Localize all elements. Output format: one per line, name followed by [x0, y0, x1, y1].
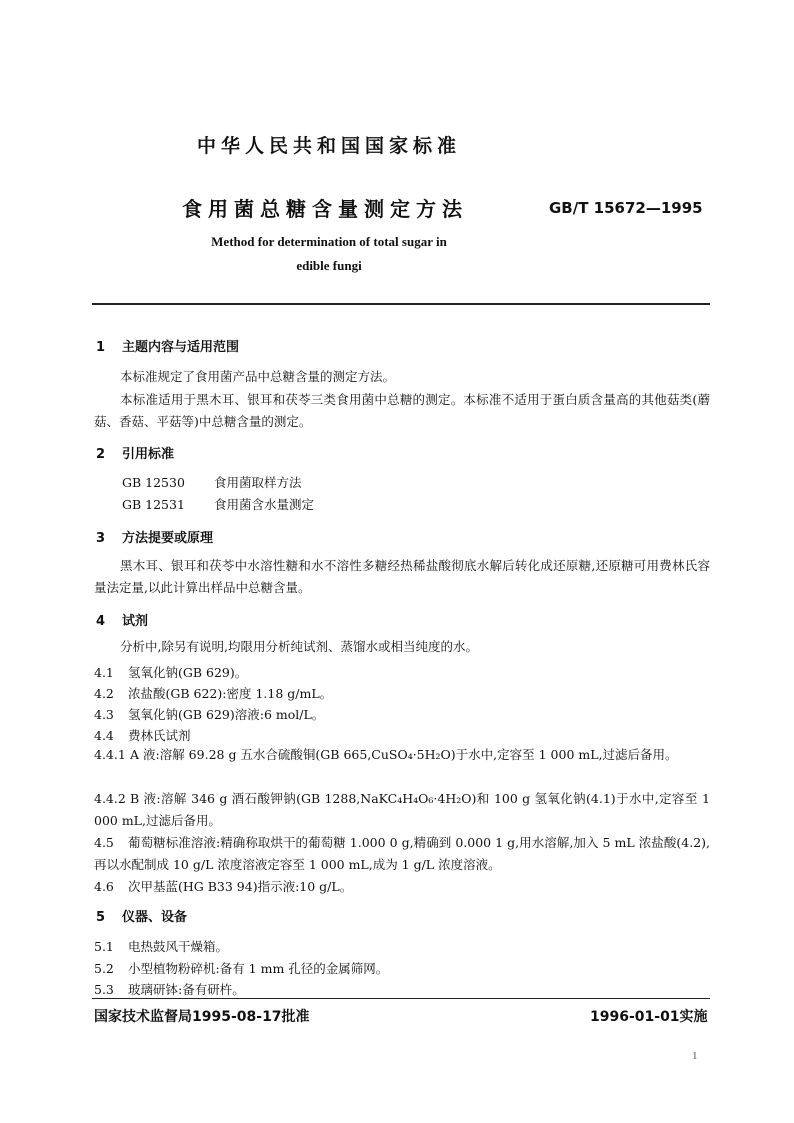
effective-date: 1996-01-01实施 — [590, 1009, 708, 1025]
item-text: B 液:溶解 346 g 酒石酸钾钠(GB 1288,NaKC₄H₄O₆·4H₂O)和 100 g 氢氧化钠(4.1)于水中,定容至 1 000 mL,过滤后备用。 — [94, 791, 710, 828]
section-2-heading — [96, 443, 174, 462]
item-number: 5.3 — [94, 982, 114, 997]
document-title: 食用菌总糖含量测定方法 — [182, 197, 468, 221]
reference-code: GB 12531 — [122, 497, 185, 512]
item-number: 4.6 — [94, 879, 114, 894]
reagent-item — [94, 832, 710, 876]
section-title: 方法提要或原理 — [122, 531, 214, 546]
reference-name: 食用菌取样方法 — [214, 475, 302, 490]
equipment-item — [94, 980, 245, 998]
reference-item — [122, 495, 314, 513]
item-number: 4.4 — [94, 728, 114, 743]
english-title-line1: Method for determination of total sugar in — [211, 234, 447, 249]
section-number: 5 — [96, 910, 106, 925]
section-1-paragraph-2: 本标准适用于黑木耳、银耳和茯苓三类食用菌中总糖的测定。本标准不适用于蛋白质含量高的其他菇类(蘑菇、香菇、平菇等)中总糖含量的测定。 — [94, 392, 710, 429]
item-number: 5.2 — [94, 961, 114, 976]
item-number: 4.3 — [94, 707, 114, 722]
standard-heading: 中华人民共和国国家标准 — [196, 135, 461, 157]
item-number: 4.5 — [94, 835, 114, 850]
section-title: 试剂 — [122, 614, 149, 629]
reagent-item — [94, 877, 352, 895]
item-text: 小型植物粉碎机:备有 1 mm 孔径的金属筛网。 — [128, 961, 389, 976]
equipment-item — [94, 937, 228, 955]
item-text: 浓盐酸(GB 622):密度 1.18 g/mL。 — [128, 686, 333, 701]
item-number: 4.4.2 — [94, 791, 126, 806]
section-number: 3 — [96, 531, 106, 546]
section-5-heading — [96, 906, 187, 925]
reference-item — [122, 473, 302, 491]
section-1-paragraph-1: 本标准规定了食用菌产品中总糖含量的测定方法。 — [120, 369, 396, 384]
item-text: 葡萄糖标准溶液:精确称取烘干的葡萄糖 1.000 0 g,精确到 0.000 1 g,用水溶解,加入 5 mL 浓盐酸(4.2),再以水配制成 10 g/L 浓度溶液定容至 1 000 mL,成为 1 g/L 浓度溶液。 — [94, 835, 710, 872]
item-number: 4.4.1 — [94, 747, 126, 762]
section-number: 4 — [96, 614, 106, 629]
page-number: 1 — [692, 1050, 698, 1062]
reagent-item — [94, 705, 324, 723]
approval-line: 国家技术监督局1995-08-17批准 — [94, 1009, 310, 1025]
section-title: 引用标准 — [122, 447, 175, 462]
equipment-item — [94, 959, 388, 977]
english-title-line2: edible fungi — [296, 258, 362, 273]
section-1-heading — [96, 336, 239, 355]
item-text: 玻璃研钵:备有研杵。 — [128, 982, 245, 997]
reagent-item — [94, 744, 710, 766]
item-text: A 液:溶解 69.28 g 五水合硫酸铜(GB 665,CuSO₄·5H₂O)于水中,定容至 1 000 mL,过滤后备用。 — [130, 747, 678, 762]
item-number: 4.1 — [94, 665, 114, 680]
section-3-heading — [96, 527, 213, 546]
reagent-item — [94, 663, 247, 681]
item-number: 5.1 — [94, 939, 114, 954]
reagent-item — [94, 788, 710, 832]
section-number: 2 — [96, 447, 106, 462]
item-text: 次甲基蓝(HG B33 94)指示液:10 g/L。 — [128, 879, 353, 894]
reference-name: 食用菌含水量测定 — [214, 497, 315, 512]
item-text: 费林氏试剂 — [128, 728, 191, 743]
item-number: 4.2 — [94, 686, 114, 701]
header-divider — [92, 303, 710, 305]
section-title: 仪器、设备 — [122, 910, 188, 925]
section-title: 主题内容与适用范围 — [122, 340, 240, 355]
reagent-item — [94, 684, 332, 702]
section-3-paragraph: 黑木耳、银耳和茯苓中水溶性糖和水不溶性多糖经热稀盐酸彻底水解后转化成还原糖,还原糖可用费林氏容量法定量,以此计算出样品中总糖含量。 — [94, 558, 710, 595]
item-text: 氢氧化钠(GB 629)。 — [128, 665, 248, 680]
section-4-heading — [96, 610, 148, 629]
reference-code: GB 12530 — [122, 475, 185, 490]
standard-code: GB/T 15672—1995 — [549, 199, 703, 217]
reagent-item — [94, 726, 191, 744]
section-4-intro: 分析中,除另有说明,均限用分析纯试剂、蒸馏水或相当纯度的水。 — [120, 639, 478, 654]
item-text: 电热鼓风干燥箱。 — [128, 939, 229, 954]
item-text: 氢氧化钠(GB 629)溶液:6 mol/L。 — [128, 707, 325, 722]
footer-divider — [92, 998, 710, 999]
section-number: 1 — [96, 340, 106, 355]
